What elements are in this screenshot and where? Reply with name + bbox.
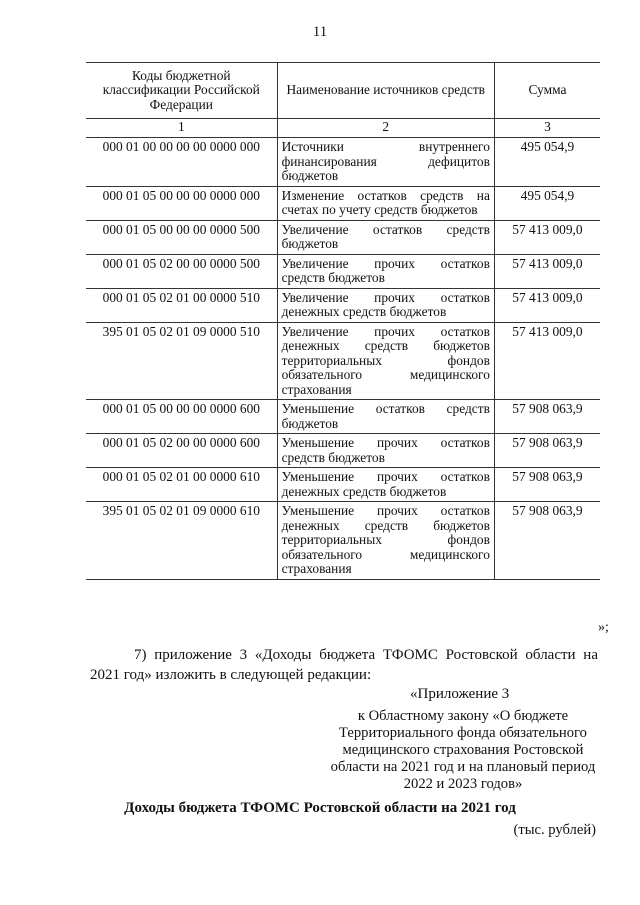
sum-cell: 495 054,9 [494,186,600,220]
source-name-cell: Уменьшение остатков средств бюджетов [277,400,494,434]
table-row [86,138,600,187]
source-name-cell: Изменение остатков средств на счетах по учету средств бюджетов [277,186,494,220]
header-sum: Сумма [494,63,600,119]
sum-cell: 495 054,9 [494,138,600,187]
table-row [86,254,600,288]
sum-cell: 57 908 063,9 [494,468,600,502]
sum-cell: 57 413 009,0 [494,288,600,322]
source-name-cell: Уменьшение прочих остатков денежных средств бюджетов [277,468,494,502]
table-row [86,434,600,468]
code-cell: 000 01 05 02 00 00 0000 500 [86,254,277,288]
amendment-paragraph: 7) приложение 3 «Доходы бюджета ТФОМС Ростовской области на 2021 год» изложить в следующей редакции: [90,647,598,683]
units-label: (тыс. рублей) [513,822,596,838]
column-number: 3 [494,119,600,138]
table-closing-mark: »; [598,620,609,635]
column-number: 2 [277,119,494,138]
code-cell: 000 01 05 00 00 00 0000 500 [86,220,277,254]
sum-cell: 57 908 063,9 [494,502,600,580]
section-title: Доходы бюджета ТФОМС Ростовской области на 2021 год [124,800,516,816]
table-row [86,288,600,322]
sum-cell: 57 413 009,0 [494,220,600,254]
code-cell: 000 01 05 02 00 00 0000 600 [86,434,277,468]
column-number-row [86,119,600,138]
table-row [86,186,600,220]
header-codes: Коды бюджетной классификации Российской Федерации [86,63,277,119]
source-name-cell: Увеличение прочих остатков денежных средств бюджетов территориальных фондов обязательного медицинского страхования [277,322,494,400]
table-row [86,502,600,580]
sum-cell: 57 908 063,9 [494,400,600,434]
table-row [86,468,600,502]
budget-sources-table [86,62,600,580]
table-row [86,322,600,400]
page-number: 11 [312,24,328,40]
table-header-row [86,63,600,119]
appendix-title: «Приложение 3 [410,686,510,702]
source-name-cell: Увеличение прочих остатков средств бюджетов [277,254,494,288]
source-name-cell: Уменьшение прочих остатков средств бюджетов [277,434,494,468]
sum-cell: 57 413 009,0 [494,322,600,400]
appendix-reference: к Областному закону «О бюджете Территориального фонда обязательного медицинского страхования Ростовской области на 2021 год и на плановый период 2022 и 2023 годов» [330,708,596,792]
table-row [86,220,600,254]
code-cell: 395 01 05 02 01 09 0000 510 [86,322,277,400]
header-source-name: Наименование источников средств [277,63,494,119]
source-name-cell: Увеличение прочих остатков денежных средств бюджетов [277,288,494,322]
sum-cell: 57 413 009,0 [494,254,600,288]
source-name-cell: Уменьшение прочих остатков денежных средств бюджетов территориальных фондов обязательного медицинского страхования [277,502,494,580]
code-cell: 000 01 05 02 01 00 0000 510 [86,288,277,322]
table-row [86,400,600,434]
source-name-cell: Источники внутреннего финансирования дефицитов бюджетов [277,138,494,187]
code-cell: 000 01 00 00 00 00 0000 000 [86,138,277,187]
code-cell: 395 01 05 02 01 09 0000 610 [86,502,277,580]
code-cell: 000 01 05 02 01 00 0000 610 [86,468,277,502]
code-cell: 000 01 05 00 00 00 0000 000 [86,186,277,220]
column-number: 1 [86,119,277,138]
sum-cell: 57 908 063,9 [494,434,600,468]
code-cell: 000 01 05 00 00 00 0000 600 [86,400,277,434]
source-name-cell: Увеличение остатков средств бюджетов [277,220,494,254]
